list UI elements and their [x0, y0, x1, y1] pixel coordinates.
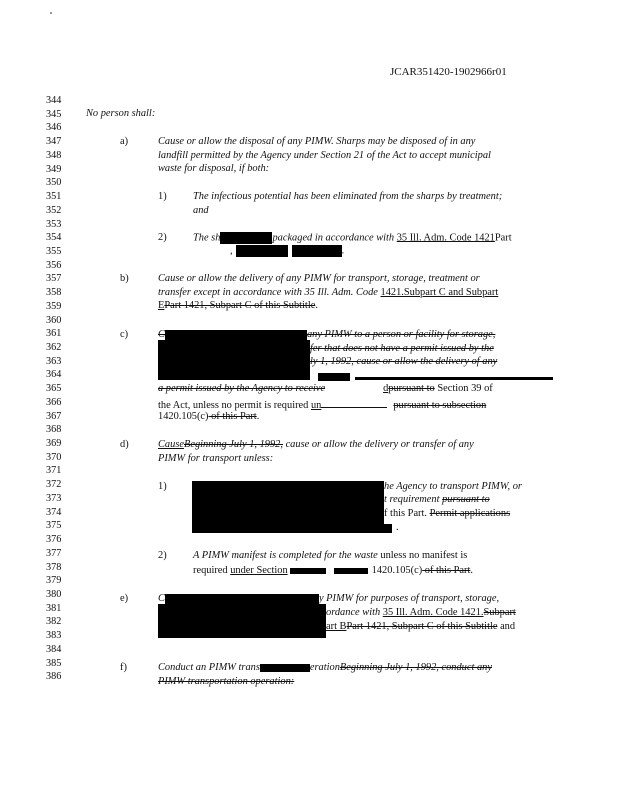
item-e-text-d: art B	[326, 621, 347, 632]
item-d-sub1-text-a: t requirement	[384, 494, 443, 505]
item-d-line1	[158, 439, 474, 451]
line-number: 349	[46, 163, 62, 175]
line-number: 382	[46, 616, 62, 628]
item-c-text-permit: a permit issued by the Agency to receive	[158, 383, 326, 394]
intro-text: No person shall:	[86, 108, 156, 119]
line-number: 358	[46, 287, 62, 299]
item-d-sub1-label: 1)	[158, 481, 167, 492]
item-c-line3: ly 1, 1992, cause or allow the delivery of any	[310, 356, 498, 367]
item-d-sub1-text-d: Permit applications	[429, 508, 511, 519]
item-d-sub1-text-b: pursuant to	[442, 494, 490, 505]
item-f-text-a: Conduct an PIMW trans	[158, 662, 260, 673]
item-d-line2: PIMW for transport unless:	[158, 453, 274, 464]
item-a-sub2-text-a: The sh	[193, 232, 221, 244]
line-number: 369	[46, 438, 62, 449]
line-number: 359	[46, 300, 62, 312]
line-number: 346	[46, 122, 62, 134]
item-c-text-pursuant-sub: pursuant to subsection	[393, 400, 487, 411]
redaction-block	[260, 664, 310, 672]
line-number: 356	[46, 259, 62, 271]
item-d-sub1-line1: he Agency to transport PIMW, or	[384, 481, 522, 492]
item-f-line2: PIMW transportation operation:	[158, 676, 295, 687]
line-number: 385	[46, 657, 62, 669]
line-number: 363	[46, 355, 62, 367]
redaction-block	[220, 232, 272, 244]
line-number: 345	[46, 108, 62, 120]
item-a-sub2-line1	[193, 232, 512, 244]
item-d-label: d)	[120, 439, 129, 450]
redaction-block	[192, 524, 352, 533]
item-c-line7	[158, 411, 259, 423]
redaction-block	[165, 330, 307, 340]
line-number: 368	[46, 424, 62, 436]
item-b-struck-ref: Part 1421, Subpart C of this Subtitle	[164, 300, 316, 311]
item-c-text-b: any PIMW to a person or facility for storage,	[306, 329, 496, 340]
item-c-text-un: un	[310, 400, 322, 411]
item-a-line1: Cause or allow the disposal of any PIMW. Sharps may be disposed of in any	[158, 136, 476, 147]
line-number: 373	[46, 492, 62, 504]
line-number: 362	[46, 342, 62, 353]
item-e-text-subpart: Subpart	[483, 607, 516, 618]
item-a-line3: waste for disposal, if both:	[158, 163, 270, 174]
item-c-text-thispart: of this Part	[208, 411, 257, 422]
line-number: 379	[46, 575, 62, 587]
line-number: 367	[46, 410, 62, 422]
item-d-cause: Cause	[158, 439, 184, 450]
line-number: 360	[46, 314, 62, 326]
item-a-sub1-label: 1)	[158, 191, 167, 202]
item-b-code-ref: 1421.Subpart C and Subpart	[380, 287, 499, 298]
item-e-label: e)	[120, 593, 129, 604]
item-c-text-ref: 1420.105(c)	[158, 411, 209, 422]
item-c-text-a: C	[158, 329, 165, 340]
line-number: 374	[46, 506, 62, 518]
item-b-period: .	[315, 300, 318, 311]
line-number: 384	[46, 643, 62, 655]
item-d-sub2-period: .	[470, 565, 473, 576]
item-e-text-a: C	[158, 593, 165, 604]
item-d-sub1-text-c: f this Part.	[384, 508, 430, 519]
item-a-sub2-comma: ,	[230, 245, 233, 257]
redaction-block	[158, 604, 326, 638]
item-e-text-and: and	[497, 621, 516, 632]
item-e-text-c: ordance with	[326, 607, 383, 618]
item-a-sub2-text-d: Part	[494, 232, 512, 244]
document-id: JCAR351420-1902966r01	[390, 66, 507, 78]
line-number: 376	[46, 534, 62, 545]
item-f-line1	[158, 662, 492, 674]
line-number: 352	[46, 204, 62, 216]
item-c-period: .	[256, 411, 260, 422]
item-b-text: transfer except in accordance with 35 Ill. Adm. Code	[158, 287, 381, 298]
line-number: 378	[46, 561, 62, 573]
item-a-sub2-line2	[230, 245, 344, 257]
line-number: 353	[46, 218, 62, 230]
item-a-sub1-line2: and	[193, 205, 209, 216]
item-a-label: a)	[120, 136, 129, 147]
item-c-label: c)	[120, 329, 129, 340]
item-d-sub2-text-b: unless no manifest is	[380, 550, 468, 561]
line-number: 370	[46, 451, 62, 463]
redaction-block	[290, 568, 326, 574]
line-number: 351	[46, 191, 62, 202]
item-b-line3	[158, 300, 318, 312]
item-c-line5	[158, 383, 493, 395]
line-number: 381	[46, 602, 62, 614]
item-f-struck-text: Beginning July 1, 1992, conduct any	[339, 662, 492, 673]
item-a-sub1-line1: The infectious potential has been eliminated from the sharps by treatment;	[193, 191, 503, 202]
item-a-sub2-code-ref: 35 Ill. Adm. Code 1421	[396, 232, 495, 244]
line-number: 350	[46, 177, 62, 189]
item-d-sub1-line3	[384, 508, 510, 520]
item-c-text-d: d	[383, 383, 389, 394]
item-d-sub2-text-a: A PIMW manifest is completed for the waste	[193, 550, 381, 561]
item-b-line2	[158, 287, 498, 299]
item-b-subpart-e: E	[158, 300, 165, 311]
item-d-sub2-text-e: 1420.105(c)	[371, 565, 423, 576]
redaction-block	[360, 524, 392, 533]
line-number: 366	[46, 396, 62, 408]
item-d-sub2-line2	[193, 565, 473, 577]
item-a-sub2-period: .	[341, 245, 345, 257]
line-number: 377	[46, 547, 62, 559]
item-b-label: b)	[120, 273, 129, 284]
item-d-sub2-line1	[193, 550, 467, 562]
item-c-text-pursuant: pursuant to	[388, 383, 435, 394]
line-number: 371	[46, 465, 62, 477]
line-number: 344	[46, 95, 62, 106]
item-a-sub2-label: 2)	[158, 232, 167, 243]
redaction-block	[355, 377, 553, 380]
line-number: 364	[46, 369, 62, 381]
item-c-text-act: the Act, unless no permit is required	[158, 400, 311, 411]
item-a-line2: landfill permitted by the Agency under Section 21 of the Act to accept municipal	[158, 150, 491, 161]
line-number: 386	[46, 671, 62, 683]
line-number: 365	[46, 383, 62, 395]
scan-artifact	[50, 12, 52, 14]
item-e-line3	[326, 621, 515, 633]
item-c-text-section: Section 39 of	[434, 383, 493, 394]
redaction-block	[318, 373, 350, 381]
line-number: 372	[46, 479, 62, 491]
item-e-struck-ref: Part 1421, Subpart C of this Subtitle	[346, 621, 498, 632]
line-number: 357	[46, 273, 62, 285]
line-number: 347	[46, 136, 62, 148]
line-number: 348	[46, 149, 62, 161]
item-f-text-b: eration	[309, 662, 340, 673]
item-d-sub1-line2	[384, 494, 490, 506]
line-number: 355	[46, 245, 62, 257]
line-number: 375	[46, 520, 62, 532]
item-d-sub2-text-c: required	[193, 565, 231, 576]
item-d-text: cause or allow the delivery or transfer of any	[282, 439, 474, 450]
item-d-sub2-text-d: under Section	[230, 565, 288, 576]
redaction-block	[334, 568, 368, 574]
item-d-sub2-text-f: of this Part	[422, 565, 471, 576]
item-f-label: f)	[120, 662, 127, 673]
item-c-line2: fer that does not have a permit issued by the	[310, 343, 494, 354]
redaction-block	[236, 245, 288, 257]
item-d-sub2-label: 2)	[158, 550, 167, 561]
redaction-block	[292, 245, 342, 257]
item-d-sub1-line4: .	[396, 522, 399, 533]
item-c-line6	[158, 398, 486, 412]
line-number: 380	[46, 588, 62, 600]
item-d-struck-date: Beginning July 1, 1992,	[183, 439, 283, 450]
item-e-code-ref: 35 Ill. Adm. Code 1421.	[382, 607, 484, 618]
item-a-sub2-text-b: packaged in accordance with	[272, 232, 397, 244]
redaction-block	[165, 594, 319, 604]
redaction-block	[158, 340, 310, 380]
item-b-line1: Cause or allow the delivery of any PIMW for transport, storage, treatment or	[158, 273, 480, 284]
line-number: 361	[46, 328, 62, 340]
line-number: 354	[46, 232, 62, 244]
item-e-text-b: y PIMW for purposes of transport, storage,	[318, 593, 500, 604]
item-e-line2	[326, 607, 516, 619]
line-number: 383	[46, 630, 62, 642]
